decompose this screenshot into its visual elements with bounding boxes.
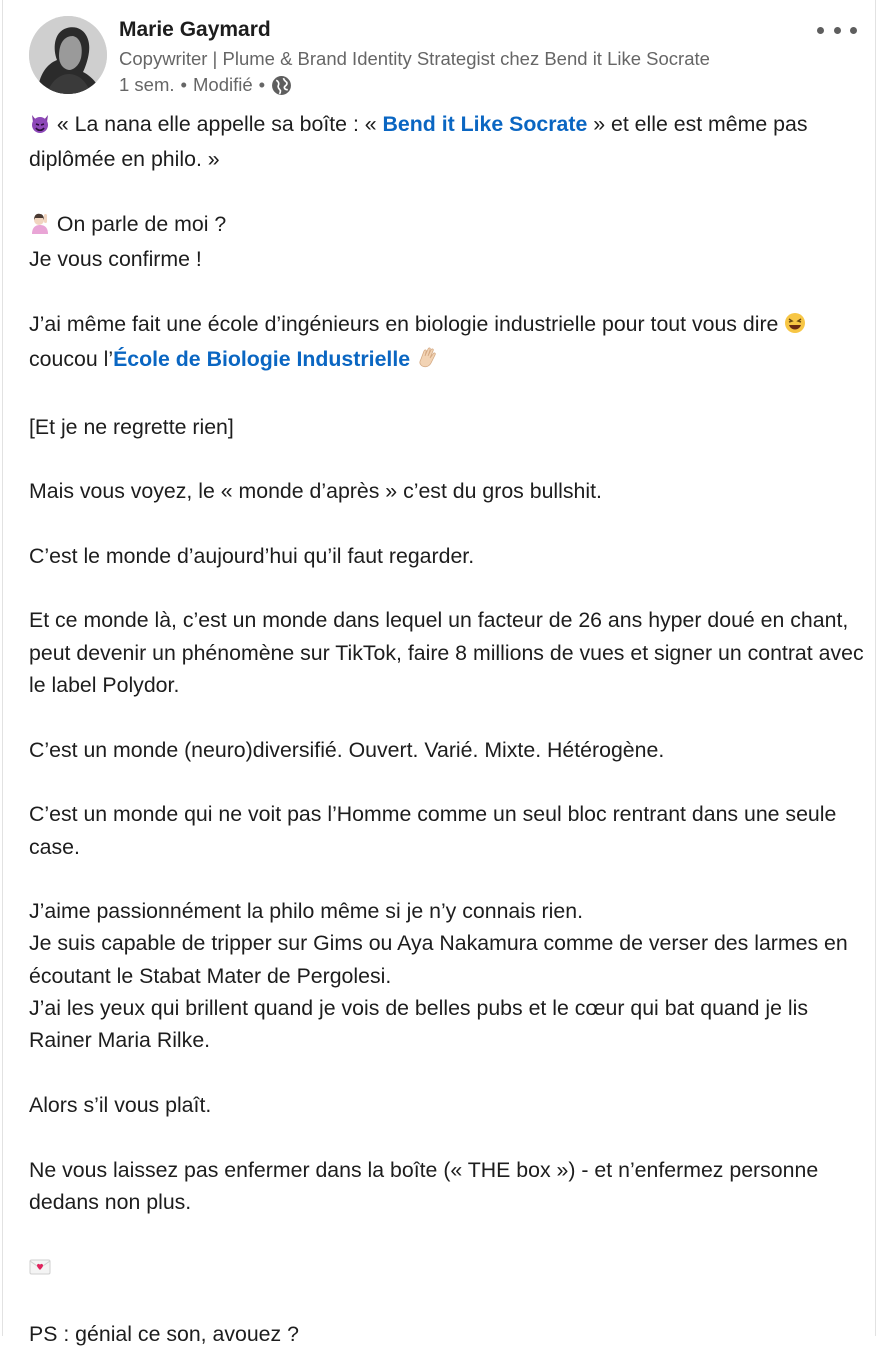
ellipsis-icon — [834, 27, 841, 34]
avatar-photo — [29, 16, 107, 94]
post-text: C’est un monde qui ne voit pas l’Homme comme un seul bloc rentrant dans une seule case. — [29, 802, 837, 859]
post-text: Je suis capable de tripper sur Gims ou Aya Nakamura comme de verser des larmes en écoutant le Stabat Mater de Pergolesi. — [29, 931, 848, 988]
author-name[interactable]: Marie Gaymard — [119, 18, 271, 41]
post-text: C’est un monde (neuro)diversifié. Ouvert. Varié. Mixte. Hétérogène. — [29, 737, 665, 762]
post-text: Je vous confirme ! — [29, 247, 202, 272]
post-text: J’ai les yeux qui brillent quand je vois de belles pubs et le cœur qui bat quand je lis Rainer Maria Rilke. — [29, 996, 808, 1053]
post-text: Et ce monde là, c’est un monde dans lequel un facteur de 26 ans hyper doué en chant, peut devenir un phénomène sur TikTok, faire 8 millions de vues et signer un contrat avec le label Polydor. — [29, 608, 864, 698]
smiling-devil-emoji — [29, 111, 51, 143]
post-text: coucou l’ — [29, 347, 114, 372]
waving-hand-emoji — [416, 346, 440, 378]
post-text: Ne vous laissez pas enfermer dans la boîte (« THE box ») - et n’enfermez personne dedans non plus. — [29, 1157, 819, 1214]
post-text: Mais vous voyez, le « monde d’après » c’est du gros bullshit. — [29, 479, 602, 504]
ellipsis-icon — [850, 27, 857, 34]
post-text: [Et je ne regrette rien] — [29, 414, 234, 439]
meta-separator: • — [180, 74, 188, 95]
post-text: J’ai même fait une école d’ingénieurs en biologie industrielle pour tout vous dire — [29, 311, 785, 336]
ellipsis-icon — [817, 27, 824, 34]
post-time: 1 sem. — [119, 74, 175, 95]
post-text: C’est le monde d’aujourd’hui qu’il faut regarder. — [29, 543, 475, 568]
love-letter-emoji — [29, 1253, 51, 1285]
more-options-button[interactable] — [817, 18, 857, 42]
post-text: J’aime passionnément la philo même si je n’y connais rien. — [29, 899, 583, 924]
post-text: « La nana elle appelle sa boîte : « — [56, 112, 383, 136]
post-paragraph — [29, 108, 865, 176]
feed-post-card — [2, 0, 876, 1346]
post-paragraph — [29, 208, 865, 243]
post-text: Alors s’il vous plaît. — [29, 1092, 212, 1117]
author-avatar[interactable] — [29, 16, 107, 94]
post-paragraph — [29, 308, 865, 379]
post-text: PS : génial ce son, avouez ? — [29, 1321, 299, 1346]
post-meta — [119, 74, 292, 96]
author-headline: Copywriter | Plume & Brand Identity Strategist chez Bend it Like Socrate — [119, 48, 710, 69]
laughing-emoji — [784, 311, 806, 343]
meta-separator: • — [258, 74, 266, 95]
woman-raising-hand-emoji — [29, 211, 51, 243]
post-text: » et elle est même pas diplômée en philo. » — [29, 112, 808, 172]
edited-label: Modifié — [193, 74, 253, 95]
post-paragraph — [29, 1250, 865, 1285]
post-header — [3, 0, 875, 104]
school-mention-link[interactable]: École de Biologie Industrielle — [113, 347, 411, 372]
globe-icon — [271, 75, 292, 96]
company-mention-link[interactable]: Bend it Like Socrate — [382, 112, 588, 136]
post-text: On parle de moi ? — [56, 211, 227, 236]
post-body — [29, 108, 865, 1350]
